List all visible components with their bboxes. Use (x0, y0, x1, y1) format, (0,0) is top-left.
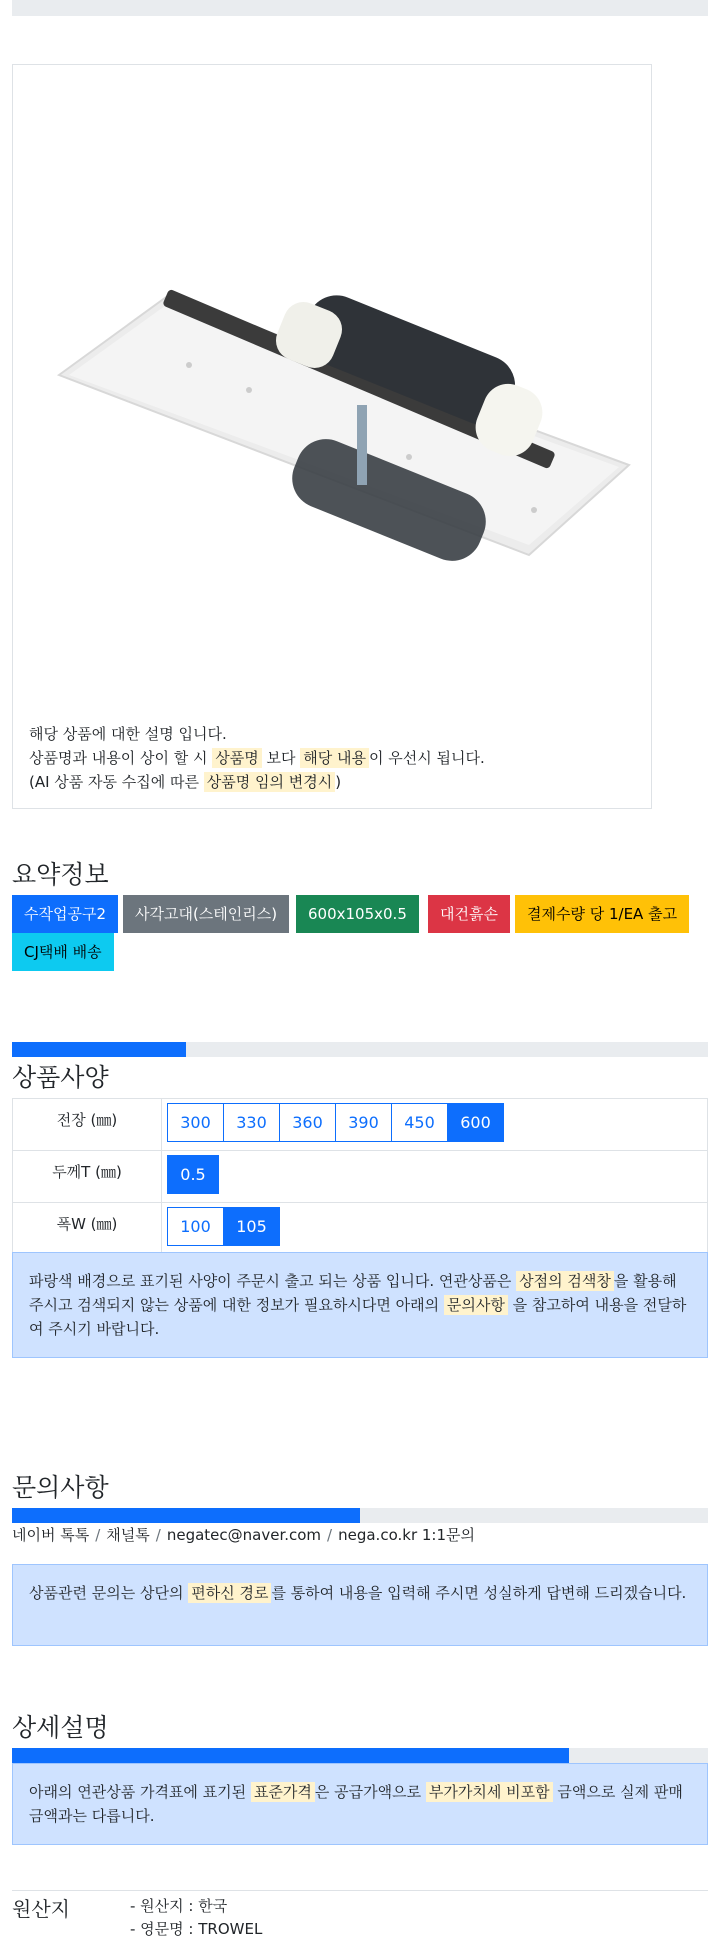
inquiry-notice (12, 1564, 708, 1646)
separator: / (327, 1526, 333, 1544)
top-strip (12, 0, 708, 16)
badge-delivery: CJ택배 배송 (12, 933, 114, 971)
spec-label-length: 전장 (㎜) (12, 1099, 162, 1150)
length-option-600[interactable]: 600 (447, 1103, 504, 1142)
inquiry-title: 문의사항 (12, 1473, 109, 1502)
highlight-route: 편하신 경로 (188, 1583, 271, 1603)
notice-text: 금액으로 실제 판매금액과는 다릅니다. (29, 1783, 683, 1825)
contact-site-inquiry[interactable]: nega.co.kr 1:1문의 (338, 1526, 475, 1544)
product-photo (29, 215, 637, 615)
spec-label-thickness: 두께T (㎜) (12, 1151, 162, 1202)
origin-english-name: - 영문명 : TROWEL (130, 1920, 263, 1938)
summary-title: 요약정보 (12, 860, 109, 889)
product-description (29, 722, 485, 794)
origin-label: 원산지 (12, 1897, 70, 1921)
length-option-330[interactable]: 330 (223, 1103, 280, 1142)
notice-text: 상품관련 문의는 상단의 (29, 1584, 189, 1602)
notice-text: 은 공급가액으로 (314, 1783, 426, 1801)
thickness-options (167, 1155, 218, 1194)
description-text: ) (335, 773, 342, 791)
badge-brand: 대건흙손 (428, 895, 510, 933)
contact-naver-talk[interactable]: 네이버 톡톡 (12, 1526, 90, 1544)
description-text: 보다 (261, 749, 301, 767)
product-image-box (12, 64, 652, 809)
thickness-option-0-5[interactable]: 0.5 (167, 1155, 219, 1194)
width-option-100[interactable]: 100 (167, 1207, 224, 1246)
highlight-content: 해당 내용 (300, 748, 369, 768)
detail-title: 상세설명 (12, 1713, 109, 1742)
width-options (167, 1207, 279, 1246)
origin-country: - 원산지 : 한국 (130, 1897, 228, 1915)
separator: / (155, 1526, 161, 1544)
inquiry-progress (12, 1508, 708, 1523)
highlight-vat-excluded: 부가가치세 비포함 (426, 1782, 553, 1802)
notice-text: 을 참고하여 내용을 전달하여 주시기 바랍니다. (29, 1296, 687, 1338)
contact-links (12, 1524, 475, 1545)
spec-border (707, 1099, 708, 1150)
badge-size: 600x105x0.5 (296, 895, 419, 933)
notice-text: 아래의 연관상품 가격표에 표기된 (29, 1783, 251, 1801)
highlight-product-name: 상품명 (212, 748, 261, 768)
contact-channel-talk[interactable]: 채널톡 (106, 1526, 150, 1544)
detail-notice (12, 1763, 708, 1845)
notice-text: 를 통하여 내용을 입력해 주시면 성실하게 답변해 드리겠습니다. (271, 1584, 687, 1602)
length-option-300[interactable]: 300 (167, 1103, 224, 1142)
origin-values (130, 1895, 262, 1941)
notice-text: 을 활용해 주시고 검색되지 않는 상품에 대한 정보가 필요하시다면 아래의 (29, 1272, 677, 1314)
spec-row-width (12, 1202, 708, 1254)
detail-progress-fill (12, 1748, 569, 1763)
spec-label-width: 폭W (㎜) (12, 1203, 162, 1254)
spec-border (707, 1151, 708, 1202)
badge-shipping-qty: 결제수량 당 1/EA 출고 (515, 895, 689, 933)
length-option-450[interactable]: 450 (391, 1103, 448, 1142)
highlight-name-change: 상품명 임의 변경시 (204, 772, 335, 792)
notice-text: 파랑색 배경으로 표기된 사양이 주문시 출고 되는 상품 입니다. 연관상품은 (29, 1272, 517, 1290)
description-text: (AI 상품 자동 수집에 따른 (29, 773, 204, 791)
origin-divider (12, 1890, 708, 1891)
badge-category: 수작업공구2 (12, 895, 118, 933)
highlight-search-box: 상점의 검색창 (516, 1271, 614, 1291)
description-text: 상품명과 내용이 상이 할 시 (29, 749, 213, 767)
detail-progress (12, 1748, 708, 1763)
highlight-standard-price: 표준가격 (251, 1782, 315, 1802)
length-option-360[interactable]: 360 (279, 1103, 336, 1142)
length-option-390[interactable]: 390 (335, 1103, 392, 1142)
contact-email[interactable]: negatec@naver.com (166, 1526, 322, 1544)
description-text: 이 우선시 됩니다. (368, 749, 485, 767)
spec-row-thickness (12, 1150, 708, 1202)
inquiry-progress-fill (12, 1508, 360, 1523)
description-line-3 (29, 770, 485, 794)
length-options (167, 1103, 503, 1142)
spec-progress-fill (12, 1042, 186, 1057)
badge-type: 사각고대(스테인리스) (123, 895, 289, 933)
spec-title: 상품사양 (12, 1063, 109, 1092)
separator: / (95, 1526, 101, 1544)
spec-border (707, 1203, 708, 1254)
spec-row-length (12, 1098, 708, 1150)
highlight-inquiry: 문의사항 (444, 1295, 508, 1315)
description-line-2 (29, 746, 485, 770)
description-line-1: 해당 상품에 대한 설명 입니다. (29, 725, 227, 743)
width-option-105[interactable]: 105 (223, 1207, 280, 1246)
spec-progress (12, 1042, 708, 1057)
spec-notice (12, 1252, 708, 1358)
